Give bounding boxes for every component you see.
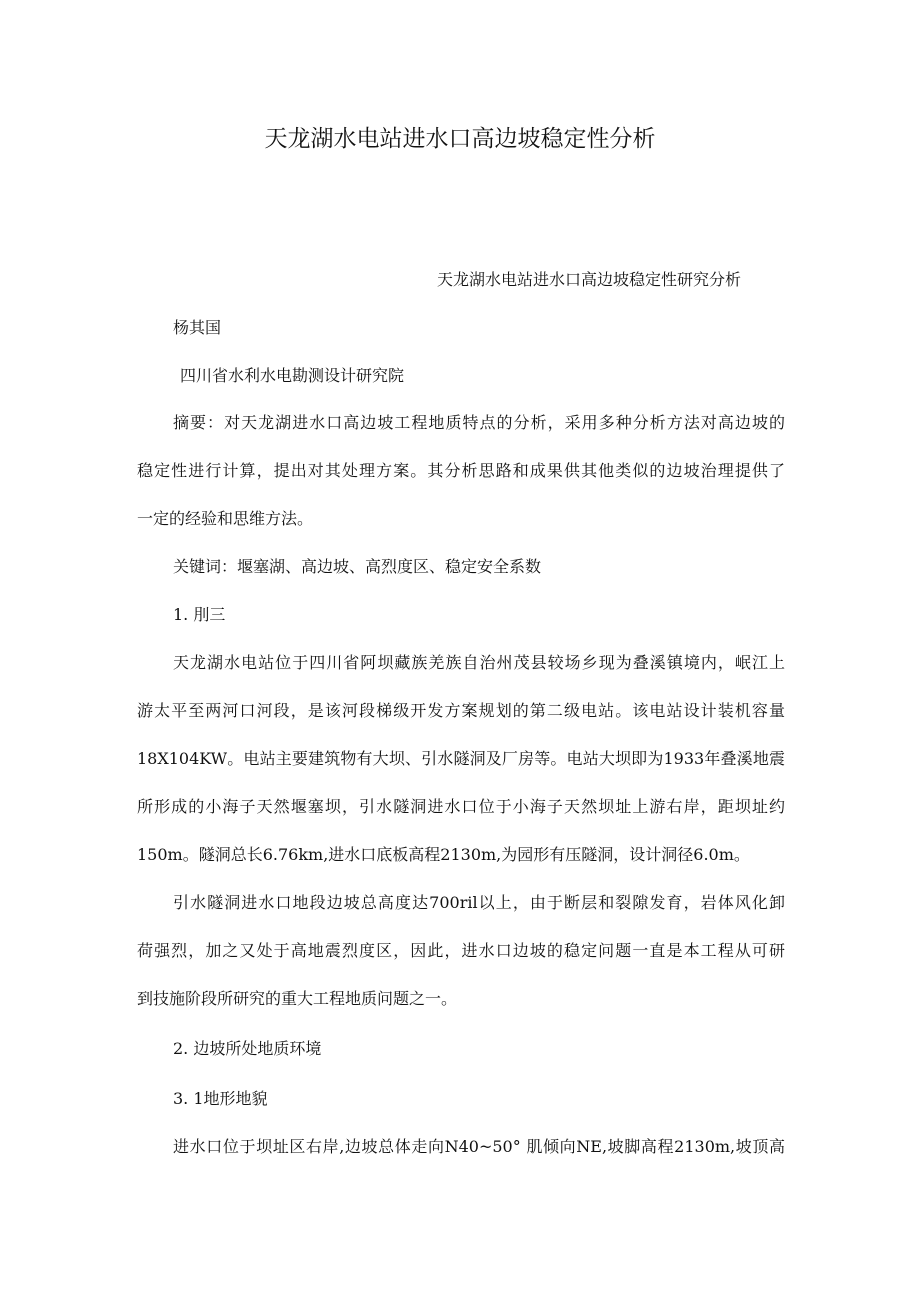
- author-affiliation: 四川省水利水电勘测设计研究院: [180, 366, 405, 385]
- paragraph-line: 到技施阶段所研究的重大工程地质问题之一。: [137, 989, 458, 1008]
- abstract-line: 稳定性进行计算，提出对其处理方案。其分析思路和成果供其他类似的边坡治理提供了: [137, 461, 785, 480]
- paragraph-line: 18X104KW。电站主要建筑物有大坝、引水隧洞及厂房等。电站大坝即为1933年叠溪地震: [137, 749, 785, 768]
- document-title: 天龙湖水电站进水口高边坡稳定性分析: [264, 126, 656, 152]
- section-heading: 3. 1地形地貌: [173, 1089, 268, 1108]
- author-name: 杨其国: [173, 318, 222, 337]
- paragraph-line: 150m。隧洞总长6.76km,进水口底板高程2130m,为园形有压隧洞，设计洞径6.0m。: [137, 845, 750, 864]
- paragraph-line: 天龙湖水电站位于四川省阿坝藏族羌族自治州茂县较场乡现为叠溪镇境内，岷江上: [173, 653, 785, 672]
- document-subtitle: 天龙湖水电站进水口高边坡稳定性研究分析: [437, 270, 742, 289]
- section-heading: 2. 边坡所处地质环境: [173, 1039, 322, 1058]
- paragraph-line: 引水隧洞进水口地段边坡总高度达700ril以上，由于断层和裂隙发育，岩体风化卸: [173, 893, 785, 912]
- section-heading: 1. 刖三: [173, 605, 226, 624]
- abstract-line: 摘要：对天龙湖进水口高边坡工程地质特点的分析，采用多种分析方法对高边坡的: [173, 413, 785, 432]
- paragraph-line: 所形成的小海子天然堰塞坝，引水隧洞进水口位于小海子天然坝址上游右岸，距坝址约: [137, 797, 785, 816]
- paragraph-line: 游太平至两河口河段，是该河段梯级开发方案规划的第二级电站。该电站设计装机容量: [137, 701, 785, 720]
- keywords-line: 关键词：堰塞湖、高边坡、高烈度区、稳定安全系数: [173, 557, 542, 576]
- abstract-line: 一定的经验和思维方法。: [137, 509, 314, 528]
- paragraph-line: 荷强烈，加之又处于高地震烈度区，因此，进水口边坡的稳定问题一直是本工程从可研: [137, 941, 785, 960]
- paragraph-line: 进水口位于坝址区右岸,边坡总体走向N40~50° 肌倾向NE,坡脚高程2130m,坡顶高: [173, 1137, 785, 1156]
